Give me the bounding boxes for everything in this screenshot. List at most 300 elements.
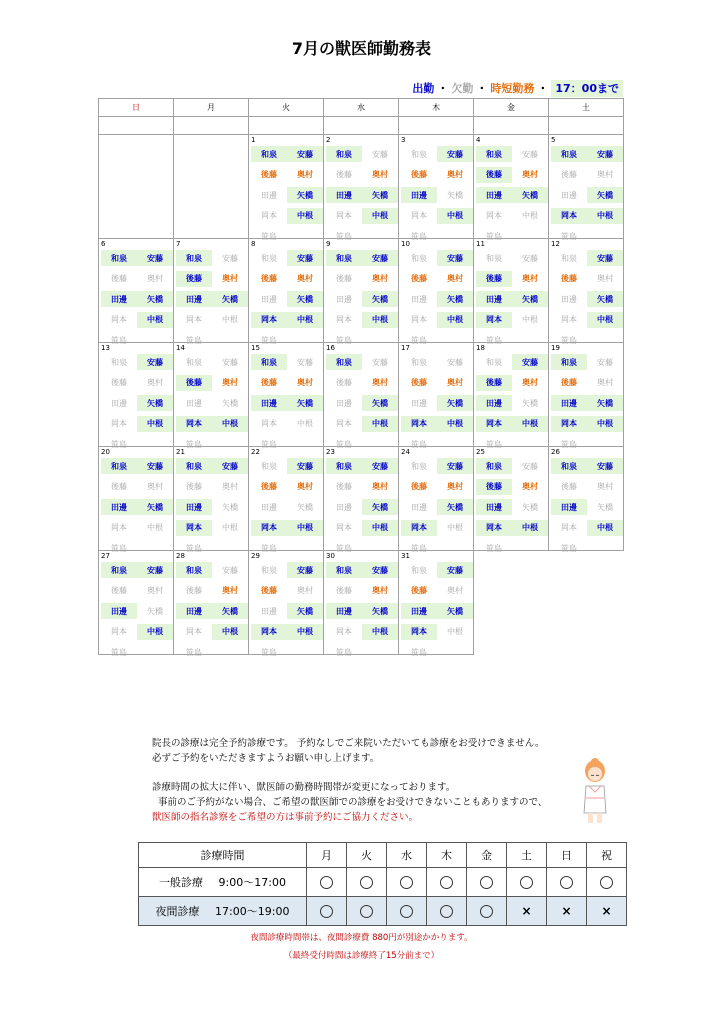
day-cell [324,343,399,447]
doctor-entry: 安藤 [287,562,323,578]
doctor-entry: 安藤 [437,146,473,162]
hours-mark-cell [507,897,547,926]
doctor-entry: 矢橋 [212,603,248,619]
doctor-entry: 矢橋 [437,499,473,515]
doctor-entry: 笹島 [336,647,352,657]
doctor-entry: 矢橋 [137,499,173,515]
doctor-grid [551,456,623,559]
doctor-entry: 田邊 [261,502,277,512]
day-cell [249,447,324,551]
doctor-entry: 奥村 [597,170,613,179]
doctor-entry: 奥村 [297,586,313,595]
doctor-entry: 笹島 [486,439,502,449]
doctor-entry: 奥村 [522,482,538,491]
doctor-entry: 笹島 [411,439,427,449]
doctor-entry: 笹島 [111,543,127,553]
empty-day-cell [174,135,249,239]
day-number: 22 [251,448,260,456]
doctor-entry: 田邊 [176,499,212,515]
day-number: 13 [101,344,110,352]
doctor-entry: 矢橋 [362,395,398,411]
doctor-entry: 奥村 [447,170,463,179]
doctor-entry: 奥村 [147,482,163,491]
hours-type: 一般診療 [159,876,204,889]
open-mark [360,876,373,889]
doctor-entry: 奥村 [297,378,313,387]
doctor-entry: 笹島 [261,335,277,345]
open-mark [400,876,413,889]
weekday-header: 日 [99,99,174,117]
legend-short: 時短勤務 [490,82,535,95]
doctor-entry: 田邊 [551,395,587,411]
day-cell [474,447,549,551]
doctor-entry: 矢橋 [587,187,623,203]
doctor-grid [476,456,548,559]
doctor-entry: 田邊 [401,187,437,203]
doctor-entry: 中根 [362,520,398,536]
doctor-entry: 安藤 [287,458,323,474]
day-cell [174,551,249,655]
open-mark [440,905,453,918]
doctor-entry: 奥村 [447,378,463,387]
doctor-entry: 田邊 [476,395,512,411]
doctor-entry: 中根 [522,315,538,324]
day-cell [399,551,474,655]
doctor-entry: 矢橋 [512,187,548,203]
doctor-entry: 後藤 [111,482,127,491]
doctor-grid [101,248,173,351]
doctor-grid [176,248,248,351]
bowing-staff-illustration [578,758,612,828]
doctor-entry: 岡本 [401,624,437,640]
doctor-entry: 田邊 [561,294,577,304]
doctor-entry: 和泉 [261,565,277,575]
doctor-entry: 田邊 [411,398,427,408]
doctor-entry: 岡本 [561,523,577,532]
closed-mark: × [521,904,532,918]
doctor-entry: 矢橋 [222,398,238,408]
day-cell [99,239,174,343]
doctor-entry: 後藤 [476,375,512,391]
doctor-entry: 和泉 [326,146,362,162]
doctor-entry: 矢橋 [522,398,538,408]
doctor-entry: 中根 [287,520,323,536]
doctor-entry: 和泉 [411,565,427,575]
doctor-entry: 奥村 [222,274,238,283]
open-mark [440,876,453,889]
hours-header-label: 診療時間 [139,843,307,868]
doctor-entry: 安藤 [522,253,538,263]
day-number: 29 [251,552,260,560]
doctor-entry: 和泉 [476,146,512,162]
doctor-entry: 岡本 [336,627,352,636]
day-cell [474,135,549,239]
doctor-entry: 奥村 [447,586,463,595]
empty-day-cell [99,135,174,239]
doctor-entry: 和泉 [411,357,427,367]
doctor-entry: 後藤 [476,479,512,495]
doctor-entry: 岡本 [401,520,437,536]
doctor-entry: 田邊 [186,398,202,408]
doctor-entry: 岡本 [486,211,502,220]
doctor-entry: 後藤 [261,170,277,179]
closed-mark: × [601,904,612,918]
doctor-entry: 岡本 [111,523,127,532]
doctor-entry: 奥村 [222,586,238,595]
schedule-calendar [98,98,624,655]
weekday-header: 金 [474,99,549,117]
day-cell [474,239,549,343]
day-number: 21 [176,448,185,456]
doctor-entry: 岡本 [561,315,577,324]
doctor-entry: 中根 [212,624,248,640]
doctor-entry: 中根 [137,416,173,432]
doctor-entry: 矢橋 [437,603,473,619]
legend-off: 欠勤 [451,82,474,95]
doctor-entry: 中根 [362,624,398,640]
doctor-grid [476,248,548,351]
doctor-grid [251,352,323,455]
doctor-entry: 矢橋 [137,291,173,307]
doctor-entry: 奥村 [597,378,613,387]
day-number: 3 [401,136,406,144]
doctor-entry: 後藤 [411,274,427,283]
doctor-entry: 矢橋 [287,395,323,411]
doctor-entry: 笹島 [486,543,502,553]
day-cell [549,343,624,447]
doctor-entry: 中根 [137,312,173,328]
doctor-entry: 中根 [137,624,173,640]
doctor-grid [401,456,473,559]
day-cell [549,239,624,343]
weekday-header: 火 [249,99,324,117]
doctor-entry: 岡本 [411,211,427,220]
doctor-entry: 笹島 [486,231,502,241]
doctor-grid [251,248,323,351]
day-number: 28 [176,552,185,560]
day-number: 1 [251,136,256,144]
doctor-entry: 田邊 [476,291,512,307]
doctor-grid [551,352,623,455]
doctor-entry: 和泉 [486,253,502,263]
doctor-entry: 中根 [362,208,398,224]
doctor-entry: 後藤 [111,586,127,595]
hours-row-label [139,868,307,897]
doctor-entry: 後藤 [261,274,277,283]
doctor-entry: 中根 [587,312,623,328]
doctor-entry: 和泉 [551,354,587,370]
doctor-entry: 安藤 [362,458,398,474]
doctor-grid [401,248,473,351]
doctor-entry: 矢橋 [287,187,323,203]
hours-mark-cell [467,897,507,926]
doctor-entry: 笹島 [561,231,577,241]
doctor-entry: 安藤 [437,562,473,578]
day-number: 6 [101,240,106,248]
day-number: 20 [101,448,110,456]
doctor-entry: 後藤 [561,170,577,179]
doctor-entry: 安藤 [447,357,463,367]
day-cell [324,135,399,239]
doctor-entry: 和泉 [261,253,277,263]
legend-until: 17：00まで [551,80,623,97]
doctor-entry: 安藤 [297,357,313,367]
doctor-entry: 後藤 [186,586,202,595]
doctor-grid [326,144,398,247]
doctor-entry: 岡本 [261,419,277,428]
hours-table [138,842,627,926]
doctor-entry: 中根 [287,624,323,640]
doctor-entry: 奥村 [372,586,388,595]
week-row [99,447,624,551]
day-cell [399,447,474,551]
hours-mark-cell [387,897,427,926]
weekday-header: 木 [399,99,474,117]
doctor-entry: 後藤 [561,274,577,283]
doctor-entry: 矢橋 [297,502,313,512]
hours-mark-cell [427,868,467,897]
page-title: 7月の獣医師勤務表 [291,39,432,58]
doctor-grid [251,560,323,663]
doctor-entry: 田邊 [561,190,577,200]
doctor-entry: 岡本 [111,627,127,636]
doctor-entry: 中根 [587,208,623,224]
hours-mark-cell [427,897,467,926]
doctor-entry: 奥村 [297,482,313,491]
doctor-entry: 奥村 [372,482,388,491]
open-mark [520,876,533,889]
hours-row-night [139,897,627,926]
doctor-entry: 岡本 [336,419,352,428]
day-cell [174,343,249,447]
doctor-grid [326,560,398,663]
doctor-entry: 中根 [287,312,323,328]
note-line: 院長の診療は完全予約診療です。 予約なしでご来院いただいても診療をお受けできません。 [152,738,545,749]
doctor-entry: 安藤 [212,458,248,474]
hours-day: 火 [347,843,387,868]
doctor-entry: 奥村 [447,482,463,491]
day-cell [249,551,324,655]
doctor-entry: 岡本 [176,416,212,432]
doctor-entry: 安藤 [587,458,623,474]
doctor-grid [176,560,248,663]
doctor-entry: 和泉 [551,458,587,474]
doctor-entry: 岡本 [111,419,127,428]
day-number: 8 [251,240,256,248]
doctor-entry: 笹島 [486,335,502,345]
hours-header-row [139,843,627,868]
doctor-entry: 岡本 [261,211,277,220]
doctor-grid [101,456,173,559]
doctor-entry: 安藤 [137,250,173,266]
doctor-entry: 安藤 [512,354,548,370]
doctor-entry: 和泉 [561,253,577,263]
doctor-entry: 田邊 [261,606,277,616]
doctor-entry: 後藤 [336,482,352,491]
day-cell [399,135,474,239]
doctor-entry: 岡本 [251,520,287,536]
legend-separator: ・ [437,82,449,95]
weekday-header: 月 [174,99,249,117]
doctor-entry: 和泉 [111,357,127,367]
doctor-entry: 和泉 [101,458,137,474]
doctor-entry: 笹島 [561,543,577,553]
doctor-entry: 岡本 [251,624,287,640]
doctor-entry: 岡本 [111,315,127,324]
doctor-entry: 奥村 [522,378,538,387]
day-number: 14 [176,344,185,352]
open-mark [320,876,333,889]
weekday-header-row [99,99,624,117]
doctor-entry: 和泉 [411,461,427,471]
doctor-entry: 田邊 [411,294,427,304]
doctor-entry: 後藤 [561,378,577,387]
doctor-grid [401,144,473,247]
doctor-entry: 笹島 [336,231,352,241]
doctor-entry: 岡本 [551,208,587,224]
doctor-entry: 矢橋 [222,502,238,512]
doctor-entry: 後藤 [411,378,427,387]
doctor-entry: 後藤 [336,378,352,387]
doctor-entry: 笹島 [261,231,277,241]
day-number: 30 [326,552,335,560]
hours-mark-cell [347,897,387,926]
doctor-entry: 後藤 [261,586,277,595]
doctor-entry: 奥村 [297,170,313,179]
doctor-entry: 奥村 [222,378,238,387]
doctor-entry: 岡本 [336,315,352,324]
legend-separator: ・ [537,82,549,95]
spacer-row [99,117,624,135]
doctor-grid [176,352,248,455]
note-line: 事前のご予約がない場合、ご希望の獣医師での診療をお受けできないこともありますので、 [158,797,548,808]
weekday-header: 土 [549,99,624,117]
day-cell [324,447,399,551]
doctor-entry: 笹島 [336,439,352,449]
doctor-entry: 安藤 [222,253,238,263]
doctor-entry: 後藤 [476,167,512,183]
doctor-entry: 中根 [437,416,473,432]
doctor-entry: 矢橋 [362,603,398,619]
doctor-entry: 和泉 [326,458,362,474]
doctor-entry: 安藤 [287,146,323,162]
doctor-entry: 田邊 [551,499,587,515]
doctor-entry: 岡本 [336,523,352,532]
doctor-entry: 岡本 [176,520,212,536]
doctor-entry: 矢橋 [362,291,398,307]
doctor-entry: 後藤 [176,375,212,391]
doctor-entry: 田邊 [411,502,427,512]
doctor-entry: 矢橋 [362,187,398,203]
note-line: 必ずご予約をいただきますようお願い申し上げます。 [152,753,380,764]
doctor-entry: 和泉 [476,458,512,474]
day-number: 25 [476,448,485,456]
doctor-entry: 田邊 [111,398,127,408]
doctor-entry: 安藤 [137,354,173,370]
doctor-entry: 田邊 [251,395,287,411]
day-cell [99,343,174,447]
doctor-entry: 矢橋 [137,395,173,411]
doctor-entry: 後藤 [261,378,277,387]
doctor-entry: 後藤 [336,586,352,595]
doctor-entry: 奥村 [372,378,388,387]
doctor-entry: 中根 [297,419,313,428]
doctor-entry: 中根 [222,315,238,324]
doctor-entry: 和泉 [176,250,212,266]
doctor-entry: 笹島 [336,335,352,345]
hours-day: 金 [467,843,507,868]
doctor-grid [476,144,548,247]
doctor-entry: 中根 [587,416,623,432]
doctor-entry: 田邊 [336,398,352,408]
doctor-entry: 笹島 [411,231,427,241]
doctor-entry: 安藤 [437,458,473,474]
doctor-grid [251,144,323,247]
doctor-entry: 奥村 [372,274,388,283]
doctor-entry: 矢橋 [597,502,613,512]
doctor-entry: 奥村 [147,586,163,595]
open-mark [320,905,333,918]
open-mark [560,876,573,889]
doctor-entry: 田邊 [101,291,137,307]
doctor-entry: 田邊 [401,603,437,619]
hours-mark-cell [307,897,347,926]
doctor-entry: 後藤 [476,271,512,287]
doctor-entry: 安藤 [587,146,623,162]
doctor-entry: 後藤 [111,378,127,387]
doctor-entry: 後藤 [411,482,427,491]
day-cell [399,239,474,343]
doctor-entry: 和泉 [251,354,287,370]
open-mark [480,905,493,918]
day-number: 12 [551,240,560,248]
doctor-entry: 笹島 [261,647,277,657]
open-mark [400,905,413,918]
day-number: 16 [326,344,335,352]
doctor-entry: 中根 [512,520,548,536]
doctor-entry: 矢橋 [512,291,548,307]
doctor-entry: 矢橋 [287,603,323,619]
doctor-entry: 安藤 [222,565,238,575]
hours-mark-cell [387,868,427,897]
doctor-entry: 岡本 [411,315,427,324]
day-number: 10 [401,240,410,248]
doctor-entry: 矢橋 [437,395,473,411]
day-cell [249,239,324,343]
doctor-entry: 後藤 [411,586,427,595]
day-number: 18 [476,344,485,352]
day-cell [549,447,624,551]
doctor-grid [326,248,398,351]
doctor-entry: 岡本 [476,520,512,536]
day-cell [324,551,399,655]
doctor-entry: 岡本 [251,312,287,328]
hours-mark-cell [587,868,627,897]
doctor-entry: 笹島 [261,439,277,449]
doctor-entry: 奥村 [147,378,163,387]
doctor-grid [401,352,473,455]
doctor-entry: 和泉 [176,458,212,474]
doctor-entry: 中根 [362,312,398,328]
doctor-grid [476,352,548,455]
doctor-entry: 安藤 [287,250,323,266]
doctor-entry: 田邊 [336,502,352,512]
doctor-entry: 奥村 [222,482,238,491]
day-number: 24 [401,448,410,456]
doctor-entry: 和泉 [326,562,362,578]
week-row [99,551,624,655]
note-line-highlight: 獣医師の指名診察をご希望の方は事前予約にご協力ください。 [152,812,419,823]
